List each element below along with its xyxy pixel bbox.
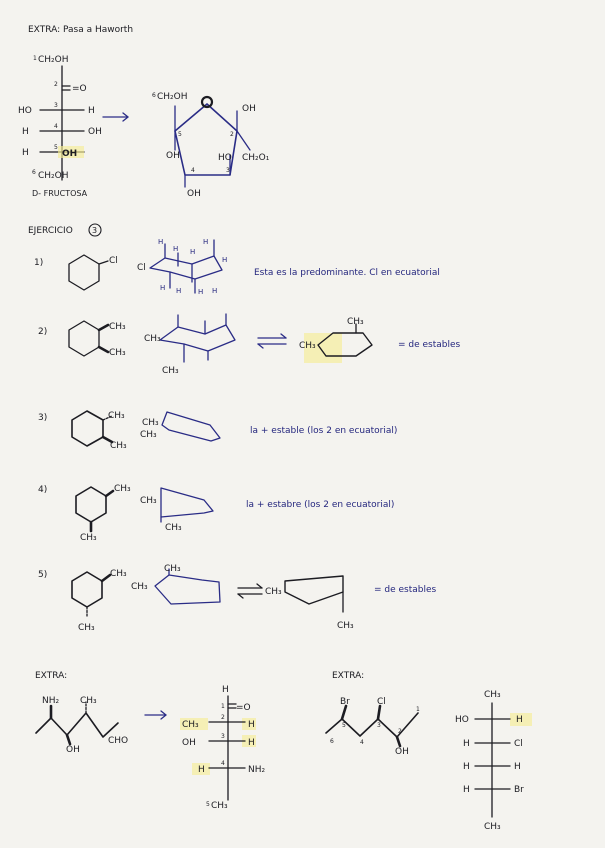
item-5-hexagon: [72, 569, 127, 633]
fx-bottom: CH₃: [211, 801, 228, 811]
extra-left-cho: CHO: [108, 736, 129, 746]
fru-c4-right: OH: [88, 127, 102, 137]
item-2-flip-ch3-b: CH₃: [299, 341, 316, 351]
fru-c3-left: HO: [18, 106, 32, 116]
fru-c5-left: H: [22, 148, 29, 158]
haworth-furanose: [152, 92, 270, 199]
ring-oxygen: [202, 97, 212, 107]
item-4-note: la + estabre (los 2 en ecuatorial): [246, 500, 395, 510]
fru-c1: CH₂OH: [38, 55, 69, 65]
hw-c3-ho: HO: [218, 153, 232, 163]
xr-n1: 1: [416, 706, 420, 713]
h9: H: [212, 287, 218, 295]
item-5-note: = de estables: [374, 585, 437, 595]
extra-right-cl: Cl: [377, 697, 386, 707]
item-2-note: = de estables: [398, 340, 461, 350]
hw-n2: 2: [230, 131, 234, 138]
item-4-ch3-a: CH₃: [114, 484, 131, 494]
fx-r2-right: H: [248, 720, 255, 730]
hw-c2-oh: OH: [242, 104, 256, 114]
equilibrium-arrows-2: [258, 334, 286, 348]
hw-c5-oh: OH: [166, 151, 180, 161]
xfr-r4-right: Br: [514, 785, 524, 795]
item-5-flip-ch3-b: CH₃: [337, 621, 354, 631]
h2: H: [173, 245, 179, 253]
item-3-hexagon: [72, 411, 127, 451]
h8: H: [198, 288, 204, 296]
extra-right-title: EXTRA:: [332, 671, 365, 681]
xfr-bottom: CH₃: [484, 822, 501, 832]
item-5-label: 5): [38, 570, 48, 580]
item-1-cl: Cl: [109, 256, 118, 266]
fru-c6-num2: 6: [32, 169, 36, 176]
h5: H: [222, 256, 228, 264]
item-1-hexagon: [69, 255, 118, 290]
xfr-r3-left: H: [463, 762, 470, 772]
item-2-flip-ch3-a: CH₃: [347, 317, 364, 327]
fx-n5: 5: [206, 801, 210, 808]
extra-right-fischer: [455, 690, 532, 832]
item-4-chair: [140, 488, 213, 533]
h7: H: [176, 287, 182, 295]
item-1-chair-cl: Cl: [137, 263, 146, 273]
item-2-ch3-b: CH₃: [109, 348, 126, 358]
item-3-chair: [140, 412, 220, 441]
fru-c4-left: H: [22, 127, 29, 137]
fx-r4-left: H: [198, 765, 205, 775]
item-4-chair-ch3-a: CH₃: [140, 496, 157, 506]
item-1-note: Esta es la predominante. Cl en ecuatorial: [254, 268, 440, 278]
hw-c6-num: 6: [152, 92, 156, 99]
fru-c6: CH₂OH: [38, 171, 69, 181]
extra-left-fischer: [180, 685, 266, 811]
item-3-ch3-a: CH₃: [108, 411, 125, 421]
extra-left-skeletal: [36, 696, 128, 755]
item-5-chair-ch3-b: CH₃: [164, 564, 181, 574]
hw-n5: 5: [178, 131, 182, 138]
xfr-r1-right: H: [516, 715, 523, 725]
fx-n2: 2: [221, 714, 225, 721]
item-4-chair-ch3-b: CH₃: [165, 523, 182, 533]
fx-o: =O: [236, 703, 251, 713]
equilibrium-arrows-5: [238, 584, 262, 598]
fx-n1: 1: [221, 703, 225, 710]
fru-c5-num: 5: [54, 144, 58, 151]
fx-r2-left: CH₃: [182, 720, 199, 730]
xr-n5: 5: [342, 722, 346, 729]
fx-n4: 4: [221, 760, 225, 767]
item-4-label: 4): [38, 485, 48, 495]
item-5-chair-flipped: [265, 576, 354, 631]
extra-right-oh: OH: [395, 747, 409, 757]
fischer-fructose: [18, 55, 102, 198]
hw-c4-oh: OH: [187, 189, 201, 199]
fx-r4-right: NH₂: [248, 765, 266, 775]
h1: H: [158, 238, 164, 246]
fru-name: D- FRUCTOSA: [32, 189, 88, 198]
item-5-ch3-a: CH₃: [110, 569, 127, 579]
item-3-note: la + estable (los 2 en ecuatorial): [250, 426, 398, 436]
fx-h-top: H: [222, 685, 229, 695]
hw-n3: 3: [226, 167, 230, 174]
extra-right-br: Br: [340, 697, 350, 707]
reaction-arrow-extra: [145, 711, 166, 719]
hw-c1: CH₂O₁: [242, 153, 270, 163]
exercise-title: EJERCICIO: [28, 226, 73, 236]
item-4-hexagon: [76, 484, 131, 543]
exercise-number: 3: [92, 226, 98, 235]
item-1-chair: [137, 238, 227, 296]
item-2-label: 2): [38, 327, 48, 337]
h6: H: [160, 284, 166, 292]
fru-c4-num: 4: [54, 123, 58, 130]
item-3-chair-ch3-b: CH₃: [140, 430, 157, 440]
fru-c2-num: 2: [54, 81, 58, 88]
fru-c3-num: 3: [54, 102, 58, 109]
fru-c2-o: =O: [72, 84, 87, 94]
xr-n2: 2: [398, 728, 402, 735]
item-3-chair-ch3-a: CH₃: [142, 418, 159, 428]
item-4-ch3-b: CH₃: [80, 533, 97, 543]
fx-r3-left: OH: [182, 738, 196, 748]
fru-c3-right: H: [88, 106, 95, 116]
h3: H: [190, 248, 196, 256]
reaction-arrow-haworth: [103, 113, 128, 121]
item-2-hexagon: [69, 321, 126, 358]
xfr-top: CH₃: [484, 690, 501, 700]
xfr-r2-right: Cl: [514, 739, 523, 749]
extra-left-oh: OH: [66, 745, 80, 755]
fru-c6-num: 1: [33, 55, 37, 62]
section-title-haworth: EXTRA: Pasa a Haworth: [28, 25, 134, 35]
xfr-r4-left: H: [463, 785, 470, 795]
xr-n4: 4: [360, 739, 364, 746]
extra-left-title: EXTRA:: [35, 671, 68, 681]
hw-c6: CH₂OH: [157, 92, 188, 102]
item-2-ch3-a: CH₃: [109, 322, 126, 332]
xfr-r3-right: H: [514, 762, 521, 772]
item-2-chair: [144, 314, 235, 376]
hw-n4: 4: [191, 167, 195, 174]
item-5-chair: [131, 564, 220, 604]
fx-n3: 3: [221, 733, 225, 740]
item-3-label: 3): [38, 413, 48, 423]
h4: H: [203, 238, 209, 246]
xfr-r1-left: HO: [455, 715, 469, 725]
extra-right-skeletal: [326, 697, 420, 757]
fx-r3-right: H: [248, 738, 255, 748]
fru-c5-right: OH: [62, 149, 78, 159]
item-1-label: 1): [34, 258, 44, 268]
item-2-chair-flipped: [299, 317, 372, 363]
xr-n6: 6: [330, 738, 334, 745]
extra-left-ch3: CH₃: [80, 696, 97, 706]
xfr-r2-left: H: [463, 739, 470, 749]
item-5-ch3-b: CH₃: [78, 623, 95, 633]
item-5-flip-ch3-a: CH₃: [265, 587, 282, 597]
extra-left-nh2: NH₂: [42, 696, 60, 706]
item-2-chair-ch3-a: CH₃: [144, 334, 161, 344]
item-5-chair-ch3-a: CH₃: [131, 582, 148, 592]
item-2-chair-ch3-b: CH₃: [162, 366, 179, 376]
item-3-ch3-b: CH₃: [110, 441, 127, 451]
xr-n3: 3: [377, 722, 381, 729]
